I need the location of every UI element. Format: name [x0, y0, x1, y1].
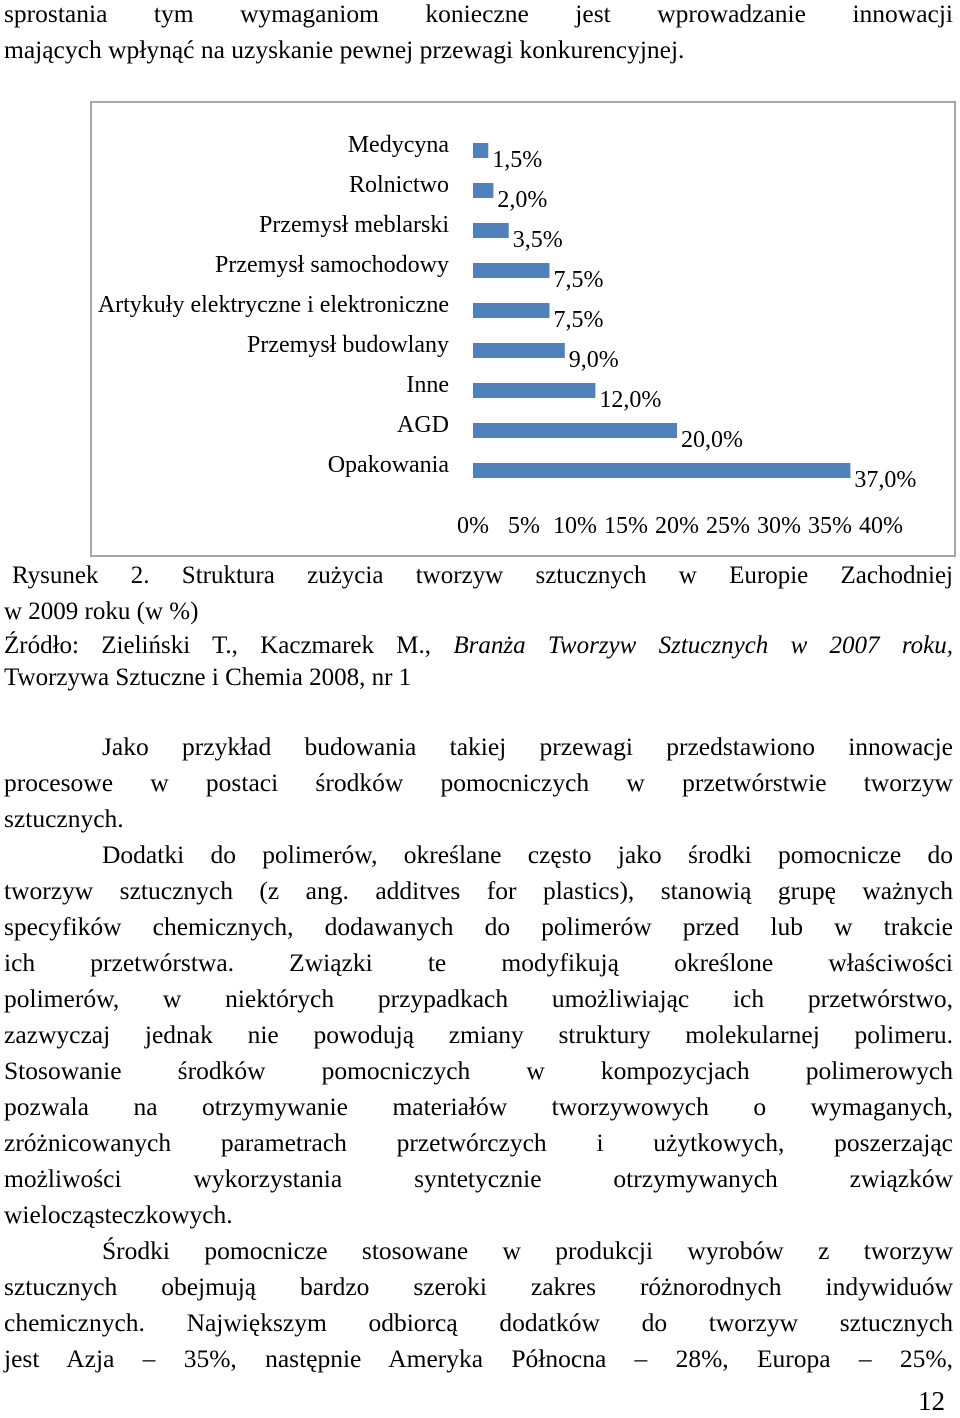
- text-line: chemicznych. Największym odbiorcą dodatków do tworzyw sztucznych: [4, 1308, 953, 1337]
- source-title: Branża Tworzyw Sztucznych w 2007 roku,: [453, 632, 954, 659]
- source-line-2: Tworzywa Sztuczne i Chemia 2008, nr 1: [4, 664, 412, 691]
- bar-value-label: 7,5%: [553, 267, 604, 293]
- figure-caption-cont: w 2009 roku (w %): [4, 598, 199, 625]
- chart-svg: [92, 103, 954, 555]
- text-line: możliwości wykorzystania syntetycznie otrzymywanych związków: [4, 1164, 953, 1193]
- category-label: Inne: [406, 372, 449, 398]
- bar-value-label: 12,0%: [599, 387, 662, 413]
- bar: [473, 263, 550, 278]
- text-line: Jako przykład budowania takiej przewagi przedstawiono innowacje: [102, 732, 953, 761]
- text-line: pozwala na otrzymywanie materiałów tworzywowych o wymaganych,: [4, 1092, 953, 1121]
- x-tick-label: 30%: [757, 513, 801, 539]
- text-line: polimerów, w niektórych przypadkach umożliwiając ich przetwórstwo,: [4, 984, 953, 1013]
- text-line: zazwyczaj jednak nie powodują zmiany struktury molekularnej polimeru.: [4, 1020, 953, 1049]
- text-line: sprostania tym wymaganiom konieczne jest wprowadzanie innowacji: [4, 0, 953, 28]
- category-label: Opakowania: [327, 452, 449, 478]
- x-tick-label: 0%: [457, 513, 489, 539]
- text-line: tworzyw sztucznych (z ang. additves for plastics), stanowią grupę ważnych: [4, 876, 953, 905]
- bar-value-label: 37,0%: [854, 467, 917, 493]
- bar-value-label: 3,5%: [512, 227, 563, 253]
- bar-chart: [90, 101, 956, 557]
- bar-value-label: 1,5%: [492, 147, 543, 173]
- x-tick-label: 20%: [655, 513, 699, 539]
- bar-value-label: 9,0%: [568, 347, 619, 373]
- text-line: specyfików chemicznych, dodawanych do polimerów przed lub w trakcie: [4, 912, 953, 941]
- text-line: ich przetwórstwa. Związki te modyfikują określone właściwości: [4, 948, 953, 977]
- text-line: sztucznych obejmują bardzo szeroki zakres różnorodnych indywiduów: [4, 1272, 953, 1301]
- category-label: Przemysł meblarski: [259, 212, 449, 238]
- bar: [473, 423, 677, 438]
- x-tick-label: 5%: [508, 513, 540, 539]
- category-label: Przemysł budowlany: [247, 332, 449, 358]
- x-tick-label: 25%: [706, 513, 750, 539]
- text-line: Dodatki do polimerów, określane często jako środki pomocnicze do: [102, 840, 953, 869]
- x-tick-label: 10%: [553, 513, 597, 539]
- x-tick-label: 40%: [859, 513, 903, 539]
- bar: [473, 223, 509, 238]
- text-line: Środki pomocnicze stosowane w produkcji wyrobów z tworzyw: [102, 1236, 953, 1265]
- source-line: [4, 628, 953, 664]
- x-tick-label: 15%: [604, 513, 648, 539]
- page-number: 12: [918, 1386, 945, 1416]
- text-line: jest Azja – 35%, następnie Ameryka Północna – 28%, Europa – 25%,: [4, 1344, 953, 1373]
- text-line: wielocząsteczkowych.: [4, 1200, 233, 1229]
- bar: [473, 143, 488, 158]
- category-label: Przemysł samochodowy: [215, 252, 449, 278]
- bar: [473, 463, 850, 478]
- bar-value-label: 20,0%: [681, 427, 743, 453]
- bar-value-label: 2,0%: [497, 187, 548, 213]
- text-line: sztucznych.: [4, 804, 124, 833]
- bar: [473, 183, 493, 198]
- text-line: procesowe w postaci środków pomocniczych w przetwórstwie tworzyw: [4, 768, 953, 797]
- bar: [473, 303, 550, 318]
- category-label: Rolnictwo: [349, 172, 449, 198]
- bar: [473, 383, 595, 398]
- x-tick-label: 35%: [808, 513, 852, 539]
- bar: [473, 343, 565, 358]
- bar-value-label: 7,5%: [553, 307, 604, 333]
- source-authors: Źródło: Zieliński T., Kaczmarek M.,: [4, 632, 432, 659]
- category-label: Artykuły elektryczne i elektroniczne: [97, 292, 449, 318]
- text-line: mających wpłynąć na uzyskanie pewnej przewagi konkurencyjnej.: [4, 35, 685, 64]
- text-line: zróżnicowanych parametrach przetwórczych i użytkowych, poszerzając: [4, 1128, 953, 1157]
- category-label: AGD: [397, 412, 449, 438]
- text-line: Stosowanie środków pomocniczych w kompozycjach polimerowych: [4, 1056, 953, 1085]
- figure-caption: Rysunek 2. Struktura zużycia tworzyw sztucznych w Europie Zachodniej: [12, 562, 953, 589]
- category-label: Medycyna: [347, 132, 449, 158]
